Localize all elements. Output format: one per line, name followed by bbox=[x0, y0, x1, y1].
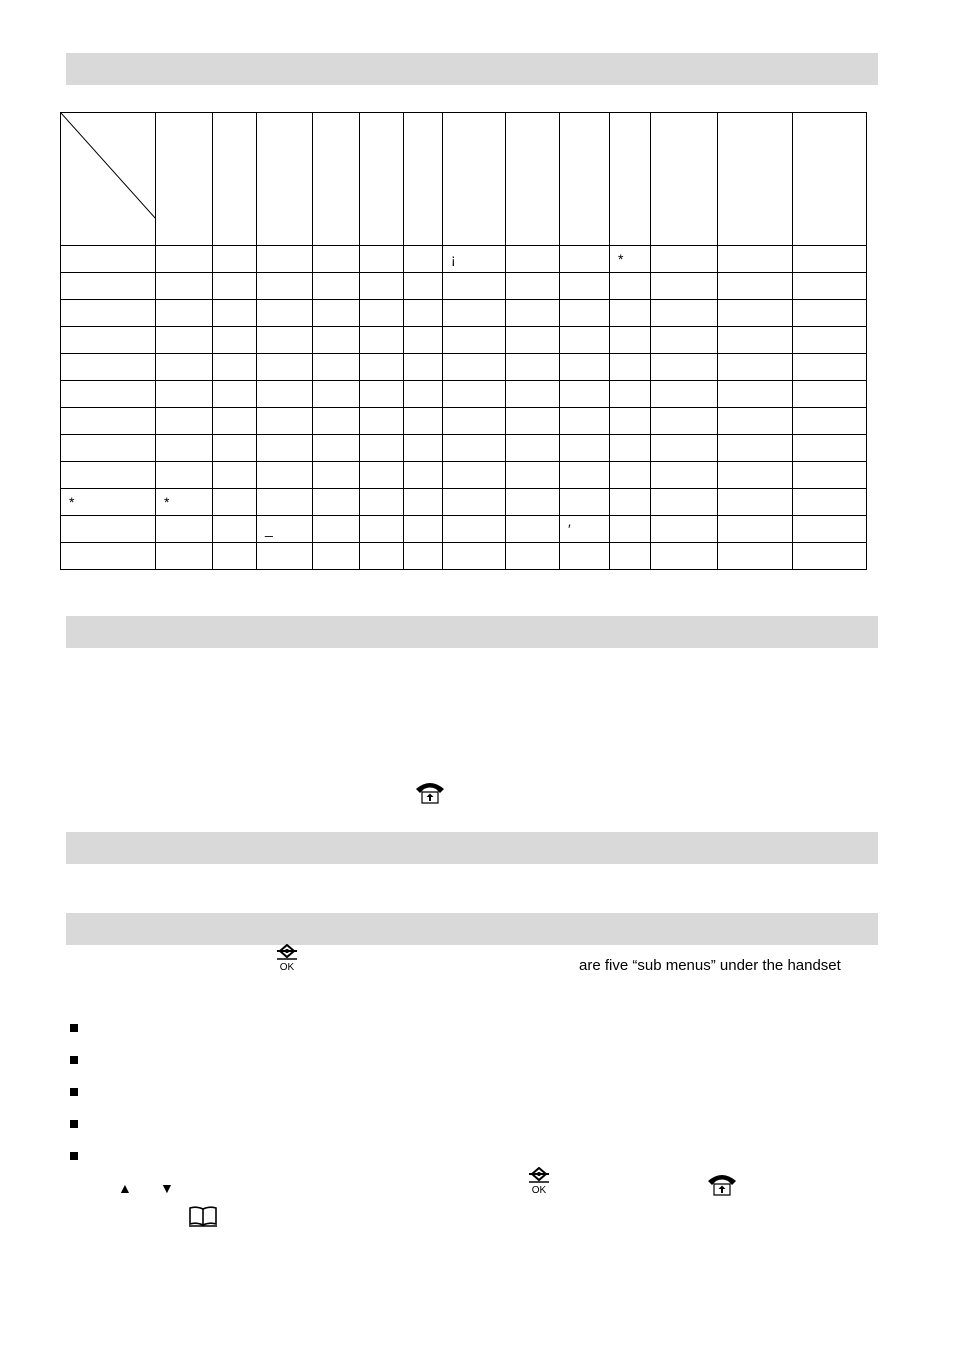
table-cell bbox=[443, 300, 506, 327]
table-cell bbox=[718, 273, 793, 300]
table-cell bbox=[313, 327, 360, 354]
table-cell bbox=[404, 435, 443, 462]
table-cell bbox=[213, 273, 257, 300]
table-cell bbox=[61, 516, 156, 543]
table-row bbox=[61, 354, 867, 381]
table-cell bbox=[213, 327, 257, 354]
table-cell: * bbox=[610, 246, 651, 273]
phonebook-icon bbox=[188, 1205, 218, 1227]
table-cell bbox=[257, 489, 313, 516]
table-cell bbox=[360, 246, 404, 273]
table-cell bbox=[213, 246, 257, 273]
table-cell bbox=[443, 435, 506, 462]
table-row bbox=[61, 273, 867, 300]
table-cell bbox=[560, 435, 610, 462]
bullet-4 bbox=[70, 1120, 78, 1128]
table-cell bbox=[443, 327, 506, 354]
table-cell bbox=[257, 381, 313, 408]
table-row bbox=[61, 462, 867, 489]
table-cell bbox=[360, 543, 404, 570]
header-cell bbox=[718, 113, 793, 246]
table-cell bbox=[156, 408, 213, 435]
table-cell bbox=[560, 246, 610, 273]
ok-label: OK bbox=[279, 962, 295, 972]
table-cell bbox=[404, 408, 443, 435]
table-cell bbox=[213, 381, 257, 408]
table-cell bbox=[718, 327, 793, 354]
table-row bbox=[61, 516, 867, 543]
section-bar-1 bbox=[66, 53, 878, 85]
table-cell bbox=[61, 408, 156, 435]
header-cell bbox=[560, 113, 610, 246]
table-cell bbox=[404, 381, 443, 408]
table-cell bbox=[360, 516, 404, 543]
table-cell bbox=[610, 300, 651, 327]
table-cell bbox=[156, 516, 213, 543]
table-cell bbox=[651, 408, 718, 435]
table-cell bbox=[506, 381, 560, 408]
table-cell bbox=[156, 354, 213, 381]
menu-intro-text: are five “sub menus” under the handset bbox=[579, 957, 841, 974]
table-cell bbox=[651, 516, 718, 543]
table-cell bbox=[360, 462, 404, 489]
table-cell bbox=[793, 489, 867, 516]
table-cell bbox=[718, 300, 793, 327]
table-cell bbox=[61, 300, 156, 327]
bullet-5 bbox=[70, 1152, 78, 1160]
table-cell bbox=[718, 246, 793, 273]
table-cell bbox=[257, 327, 313, 354]
table-cell bbox=[257, 273, 313, 300]
table-cell bbox=[610, 489, 651, 516]
section-bar-4 bbox=[66, 913, 878, 945]
table-cell bbox=[506, 327, 560, 354]
table-cell bbox=[651, 543, 718, 570]
table-cell bbox=[793, 462, 867, 489]
header-cell bbox=[313, 113, 360, 246]
table-cell bbox=[651, 300, 718, 327]
table-cell bbox=[610, 543, 651, 570]
table-cell bbox=[793, 327, 867, 354]
table-cell bbox=[793, 300, 867, 327]
table-cell bbox=[443, 273, 506, 300]
table-cell bbox=[213, 435, 257, 462]
table-cell bbox=[313, 354, 360, 381]
ok-icon-2 bbox=[528, 1167, 550, 1195]
table-cell bbox=[313, 273, 360, 300]
up-arrow-icon: ▲ bbox=[118, 1180, 132, 1196]
table-cell bbox=[560, 462, 610, 489]
table-cell bbox=[313, 435, 360, 462]
table-cell bbox=[506, 516, 560, 543]
table-cell bbox=[651, 273, 718, 300]
table-cell: * bbox=[61, 489, 156, 516]
table-cell bbox=[156, 435, 213, 462]
table-cell bbox=[610, 381, 651, 408]
table-cell bbox=[61, 246, 156, 273]
table-cell bbox=[257, 435, 313, 462]
table-cell bbox=[651, 381, 718, 408]
table-cell bbox=[257, 354, 313, 381]
table-cell bbox=[156, 327, 213, 354]
table-cell bbox=[506, 354, 560, 381]
table-cell bbox=[560, 543, 610, 570]
table-cell bbox=[506, 273, 560, 300]
table-cell bbox=[61, 354, 156, 381]
table-cell bbox=[793, 435, 867, 462]
table-cell bbox=[313, 246, 360, 273]
header-cell bbox=[793, 113, 867, 246]
ok-icon bbox=[276, 944, 298, 972]
table-cell bbox=[360, 408, 404, 435]
table-cell bbox=[61, 435, 156, 462]
header-cell bbox=[651, 113, 718, 246]
table-cell bbox=[610, 435, 651, 462]
table-cell bbox=[213, 462, 257, 489]
table-cell bbox=[360, 273, 404, 300]
table-cell bbox=[360, 300, 404, 327]
bullet-1 bbox=[70, 1024, 78, 1032]
table-cell bbox=[443, 489, 506, 516]
table-cell bbox=[404, 327, 443, 354]
table-cell bbox=[610, 408, 651, 435]
hangup-icon bbox=[414, 779, 446, 805]
table-cell bbox=[360, 327, 404, 354]
table-cell bbox=[313, 543, 360, 570]
section-bar-3 bbox=[66, 832, 878, 864]
table-cell bbox=[61, 327, 156, 354]
table-cell bbox=[313, 462, 360, 489]
table-cell bbox=[443, 462, 506, 489]
table-cell bbox=[610, 273, 651, 300]
table-cell bbox=[651, 327, 718, 354]
table-cell bbox=[718, 381, 793, 408]
table-cell bbox=[404, 300, 443, 327]
table-cell bbox=[651, 246, 718, 273]
bullet-3 bbox=[70, 1088, 78, 1096]
header-cell bbox=[610, 113, 651, 246]
table-cell bbox=[610, 327, 651, 354]
table-cell bbox=[506, 489, 560, 516]
table-cell bbox=[156, 543, 213, 570]
table-cell bbox=[506, 408, 560, 435]
table-cell bbox=[404, 354, 443, 381]
table-cell bbox=[560, 381, 610, 408]
table-cell bbox=[718, 354, 793, 381]
table-cell bbox=[718, 489, 793, 516]
table-header-row bbox=[61, 113, 867, 246]
table-cell bbox=[213, 489, 257, 516]
table-cell bbox=[560, 489, 610, 516]
table-cell bbox=[156, 300, 213, 327]
table-cell bbox=[506, 246, 560, 273]
table-cell bbox=[506, 462, 560, 489]
table-row bbox=[61, 435, 867, 462]
table-cell bbox=[443, 543, 506, 570]
table-cell bbox=[506, 543, 560, 570]
table-cell bbox=[257, 462, 313, 489]
table-cell bbox=[718, 435, 793, 462]
table-cell bbox=[793, 543, 867, 570]
table-cell bbox=[360, 489, 404, 516]
table-cell bbox=[793, 354, 867, 381]
table-cell bbox=[313, 300, 360, 327]
table-cell bbox=[213, 516, 257, 543]
table-cell bbox=[718, 543, 793, 570]
table-cell bbox=[651, 354, 718, 381]
table-cell bbox=[156, 273, 213, 300]
table-cell bbox=[404, 462, 443, 489]
table-cell bbox=[213, 543, 257, 570]
table-cell bbox=[506, 435, 560, 462]
down-arrow-icon: ▼ bbox=[160, 1180, 174, 1196]
header-cell bbox=[506, 113, 560, 246]
bullet-2 bbox=[70, 1056, 78, 1064]
table-row bbox=[61, 246, 867, 273]
table-cell bbox=[651, 435, 718, 462]
table-cell bbox=[213, 300, 257, 327]
table-row bbox=[61, 327, 867, 354]
table-cell: * bbox=[156, 489, 213, 516]
table-cell bbox=[793, 516, 867, 543]
table-cell bbox=[443, 408, 506, 435]
table-row bbox=[61, 543, 867, 570]
table-cell bbox=[610, 354, 651, 381]
table-cell bbox=[610, 516, 651, 543]
table-cell bbox=[61, 543, 156, 570]
table-cell bbox=[156, 246, 213, 273]
table-cell bbox=[313, 408, 360, 435]
header-cell bbox=[404, 113, 443, 246]
header-cell bbox=[360, 113, 404, 246]
header-cell bbox=[213, 113, 257, 246]
table-cell bbox=[156, 462, 213, 489]
table-cell bbox=[560, 300, 610, 327]
table-cell bbox=[651, 489, 718, 516]
table-cell bbox=[793, 246, 867, 273]
table-cell bbox=[257, 408, 313, 435]
table-cell: _ bbox=[257, 516, 313, 543]
character-table bbox=[60, 112, 867, 570]
table-cell bbox=[213, 408, 257, 435]
table-cell: ′ bbox=[560, 516, 610, 543]
table-cell bbox=[313, 381, 360, 408]
table-cell bbox=[443, 381, 506, 408]
table-row bbox=[61, 381, 867, 408]
table-cell bbox=[404, 543, 443, 570]
table-cell bbox=[718, 408, 793, 435]
ok-label-2: OK bbox=[531, 1185, 547, 1195]
hangup-icon-2 bbox=[706, 1171, 738, 1197]
table-cell bbox=[610, 462, 651, 489]
table-cell bbox=[156, 381, 213, 408]
header-cell bbox=[156, 113, 213, 246]
table-row bbox=[61, 489, 867, 516]
diagonal-line bbox=[61, 113, 156, 219]
table-cell bbox=[313, 516, 360, 543]
table-cell bbox=[560, 408, 610, 435]
table-cell bbox=[560, 273, 610, 300]
table-cell bbox=[213, 354, 257, 381]
table-cell bbox=[61, 462, 156, 489]
table-cell bbox=[257, 246, 313, 273]
table-cell bbox=[404, 516, 443, 543]
table-cell bbox=[257, 543, 313, 570]
table-cell bbox=[257, 300, 313, 327]
table-cell: ¡ bbox=[443, 246, 506, 273]
table-cell bbox=[404, 246, 443, 273]
table-cell bbox=[360, 381, 404, 408]
table-cell bbox=[718, 516, 793, 543]
table-cell bbox=[313, 489, 360, 516]
table-cell bbox=[651, 462, 718, 489]
table-cell bbox=[360, 435, 404, 462]
table-cell bbox=[443, 354, 506, 381]
table-cell bbox=[560, 327, 610, 354]
table-cell bbox=[506, 300, 560, 327]
table-cell bbox=[560, 354, 610, 381]
table-cell bbox=[404, 273, 443, 300]
header-cell bbox=[257, 113, 313, 246]
table-cell bbox=[793, 408, 867, 435]
table-row bbox=[61, 408, 867, 435]
table-cell bbox=[718, 462, 793, 489]
table-cell bbox=[61, 381, 156, 408]
header-cell bbox=[443, 113, 506, 246]
table-cell bbox=[404, 489, 443, 516]
table-cell bbox=[793, 381, 867, 408]
table-cell bbox=[793, 273, 867, 300]
table-cell bbox=[61, 273, 156, 300]
table-corner-cell bbox=[61, 113, 156, 246]
table-row bbox=[61, 300, 867, 327]
table-cell bbox=[443, 516, 506, 543]
table-cell bbox=[360, 354, 404, 381]
section-bar-2 bbox=[66, 616, 878, 648]
